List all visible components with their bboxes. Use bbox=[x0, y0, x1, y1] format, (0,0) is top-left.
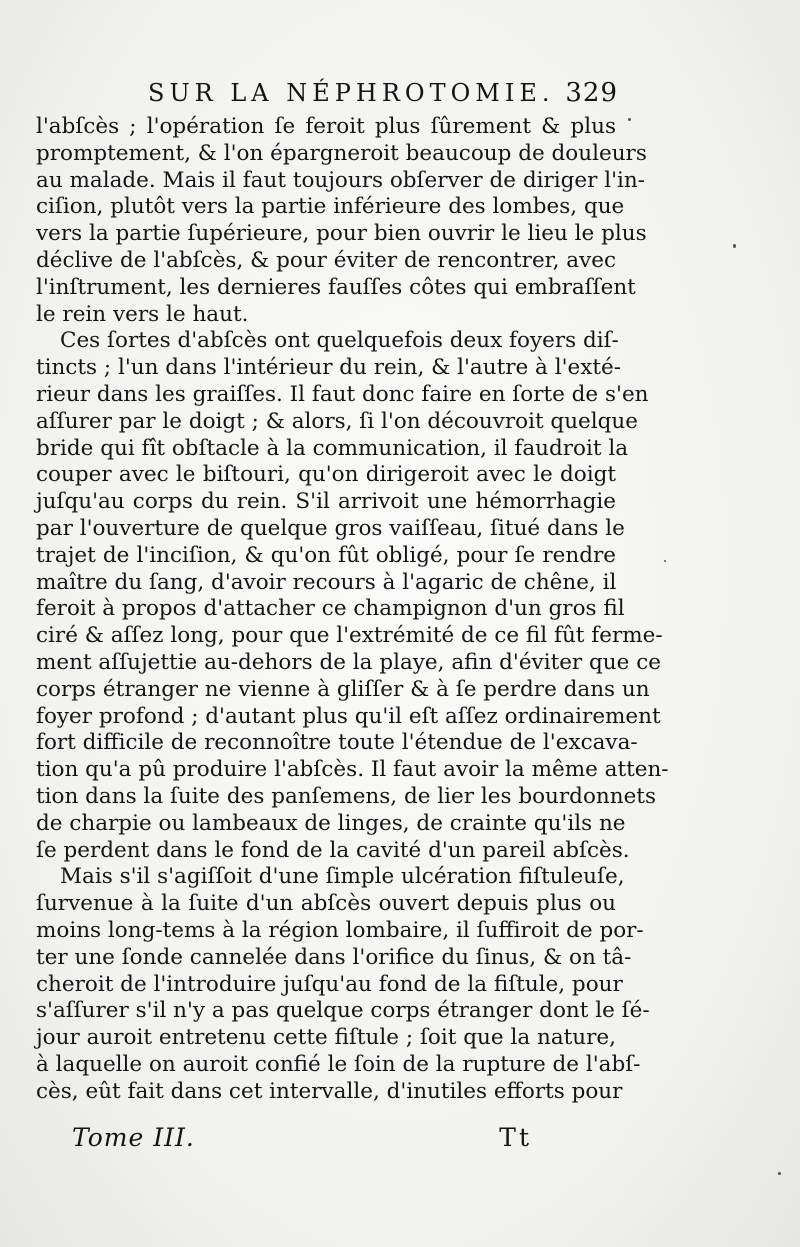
text-line: cheroit de l'introduire juſqu'au fond de la fiſtule, pour bbox=[36, 971, 623, 997]
text-line: jour auroit entretenu cette fiſtule ; ſoit que la nature, bbox=[36, 1025, 616, 1051]
text-line: ment aſſujettie au-dehors de la playe, afin d'éviter que ce bbox=[36, 649, 661, 675]
page-number: 329 bbox=[565, 78, 618, 108]
text-line: rieur dans les graiſſes. Il faut donc faire en ſorte de s'en bbox=[36, 381, 649, 407]
text-line: fort difficile de reconnoître toute l'étendue de l'excava- bbox=[36, 730, 638, 756]
text-line: cès, eût fait dans cet intervalle, d'inutiles efforts pour bbox=[36, 1078, 623, 1104]
text-line: tincts ; l'un dans l'intérieur du rein, & l'autre à l'exté- bbox=[36, 355, 621, 381]
text-line: couper avec le biſtouri, qu'on dirigeroit avec le doigt bbox=[36, 462, 616, 488]
ink-speck bbox=[628, 118, 631, 121]
text-line: feroit à propos d'attacher ce champignon d'un gros fil bbox=[36, 596, 625, 622]
text-line: ter une ſonde cannelée dans l'orifice du ſinus, & on tâ- bbox=[36, 944, 632, 970]
text-line: foyer profond ; d'autant plus qu'il eſt aſſez ordinairement bbox=[36, 703, 661, 729]
text-line: s'aſſurer s'il n'y a pas quelque corps étranger dont le ſé- bbox=[36, 998, 650, 1024]
text-line: ciſion, plutôt vers la partie inférieure des lombes, que bbox=[36, 194, 625, 220]
text-line: ciré & aſſez long, pour que l'extrémité de ce fil fût ferme- bbox=[36, 623, 663, 649]
text-line: ſe perdent dans le fond de la cavité d'un pareil abſcès. bbox=[36, 837, 630, 863]
text-line: tion qu'a pû produire l'abſcès. Il faut avoir la même atten- bbox=[36, 757, 669, 783]
text-line: tion dans la ſuite des panſemens, de lier les bourdonnets bbox=[36, 783, 656, 809]
text-line: l'inſtrument, les dernieres fauſſes côtes qui embraſſent bbox=[36, 274, 636, 300]
paragraph-start: Mais s'il s'agiſſoit d'une ſimple ulcération fiſtuleuſe, bbox=[60, 864, 625, 890]
body-text bbox=[36, 114, 669, 1105]
volume-label: Tome III. bbox=[72, 1123, 195, 1152]
text-line: aſſurer par le doigt ; & alors, ſi l'on découvroit quelque bbox=[36, 408, 638, 434]
text-line: moins long-tems à la région lombaire, il ſuffiroit de por- bbox=[36, 917, 644, 943]
page-footer bbox=[72, 1123, 532, 1152]
running-title: SUR LA NÉPHROTOMIE. bbox=[148, 79, 555, 107]
signature-mark: Tt bbox=[499, 1123, 532, 1152]
text-line: de charpie ou lambeaux de linges, de crainte qu'ils ne bbox=[36, 810, 626, 836]
ink-speck bbox=[733, 244, 736, 248]
text-line: l'abſcès ; l'opération ſe feroit plus ſûrement & plus bbox=[36, 114, 616, 139]
running-header bbox=[148, 78, 618, 108]
text-line: maître du ſang, d'avoir recours à l'agaric de chêne, il bbox=[36, 569, 617, 595]
text-line: déclive de l'abſcès, & pour éviter de rencontrer, avec bbox=[36, 247, 616, 273]
text-line: vers la partie ſupérieure, pour bien ouvrir le lieu le plus bbox=[36, 221, 647, 247]
text-line: au malade. Mais il faut toujours obſerver de diriger l'in- bbox=[36, 167, 645, 193]
text-line: le rein vers le haut. bbox=[36, 301, 249, 327]
text-line: juſqu'au corps du rein. S'il arrivoit une hémorrhagie bbox=[36, 489, 616, 515]
text-line: corps étranger ne vienne à gliſſer & à ſe perdre dans un bbox=[36, 676, 650, 702]
text-line: bride qui fît obſtacle à la communication, il faudroit la bbox=[36, 435, 629, 461]
text-line: par l'ouverture de quelque gros vaiſſeau, ſitué dans le bbox=[36, 515, 625, 541]
text-line: à laquelle on auroit confié le ſoin de la rupture de l'abſ- bbox=[36, 1051, 641, 1077]
paragraph-start: Ces ſortes d'abſcès ont quelquefois deux foyers diſ- bbox=[60, 328, 619, 354]
text-line: trajet de l'inciſion, & qu'on fût obligé, pour ſe rendre bbox=[36, 542, 616, 568]
text-line: ſurvenue à la ſuite d'un abſcès ouvert depuis plus ou bbox=[36, 891, 616, 917]
ink-speck bbox=[778, 1172, 781, 1175]
ink-speck bbox=[664, 560, 666, 562]
text-line: promptement, & l'on épargneroit beaucoup de douleurs bbox=[36, 140, 647, 166]
